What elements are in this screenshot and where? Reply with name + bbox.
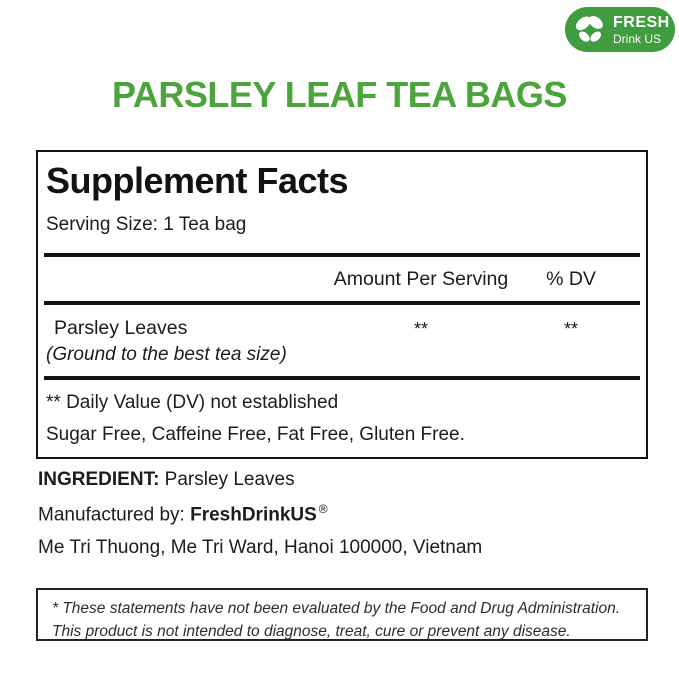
ingredient-label: INGREDIENT: (38, 469, 160, 490)
brand-name-top: FRESH (613, 13, 670, 31)
thick-rule-middle (44, 301, 640, 305)
nutrient-amount: ** (413, 319, 428, 339)
disclaimer-line-2: This product is not intended to diagnose, treat, cure or prevent any disease. (52, 623, 571, 641)
percent-dv-header: % DV (546, 267, 596, 290)
nutrient-dv: ** (563, 319, 578, 339)
facts-header-row (38, 257, 646, 301)
supplement-facts-panel (36, 150, 648, 459)
registered-trademark-symbol: ® (318, 502, 328, 516)
ingredient-line (38, 470, 482, 489)
thick-rule-bottom (44, 376, 640, 380)
product-info (38, 470, 482, 571)
supplement-facts-heading: Supplement Facts (46, 160, 349, 201)
brand-name-bottom: Drink US (613, 31, 662, 46)
leaf-icon (571, 11, 609, 49)
amount-per-serving-header: Amount Per Serving (333, 267, 509, 290)
nutrient-row (38, 317, 646, 340)
manufacturer-address: Me Tri Thuong, Me Tri Ward, Hanoi 100000, Vietnam (38, 537, 483, 559)
disclaimer-line-1: * These statements have not been evaluated by the Food and Drug Administration. (52, 600, 621, 617)
manufactured-by-label: Manufactured by: (38, 504, 191, 526)
manufacturer-name: FreshDrinkUS (190, 504, 317, 526)
serving-size: Serving Size: 1 Tea bag (46, 214, 247, 235)
free-claims: Sugar Free, Caffeine Free, Fat Free, Gluten Free. (46, 424, 465, 445)
brand-logo (565, 7, 675, 52)
ingredient-value: Parsley Leaves (159, 469, 295, 490)
brand-logo-text (613, 15, 670, 45)
fda-disclaimer-box (36, 588, 648, 641)
manufacturer-line (38, 503, 482, 524)
nutrient-name: Parsley Leaves (54, 317, 188, 339)
product-title: PARSLEY LEAF TEA BAGS (112, 74, 567, 115)
nutrient-note: (Ground to the best tea size) (46, 344, 287, 365)
dv-footnote: ** Daily Value (DV) not established (46, 392, 339, 413)
